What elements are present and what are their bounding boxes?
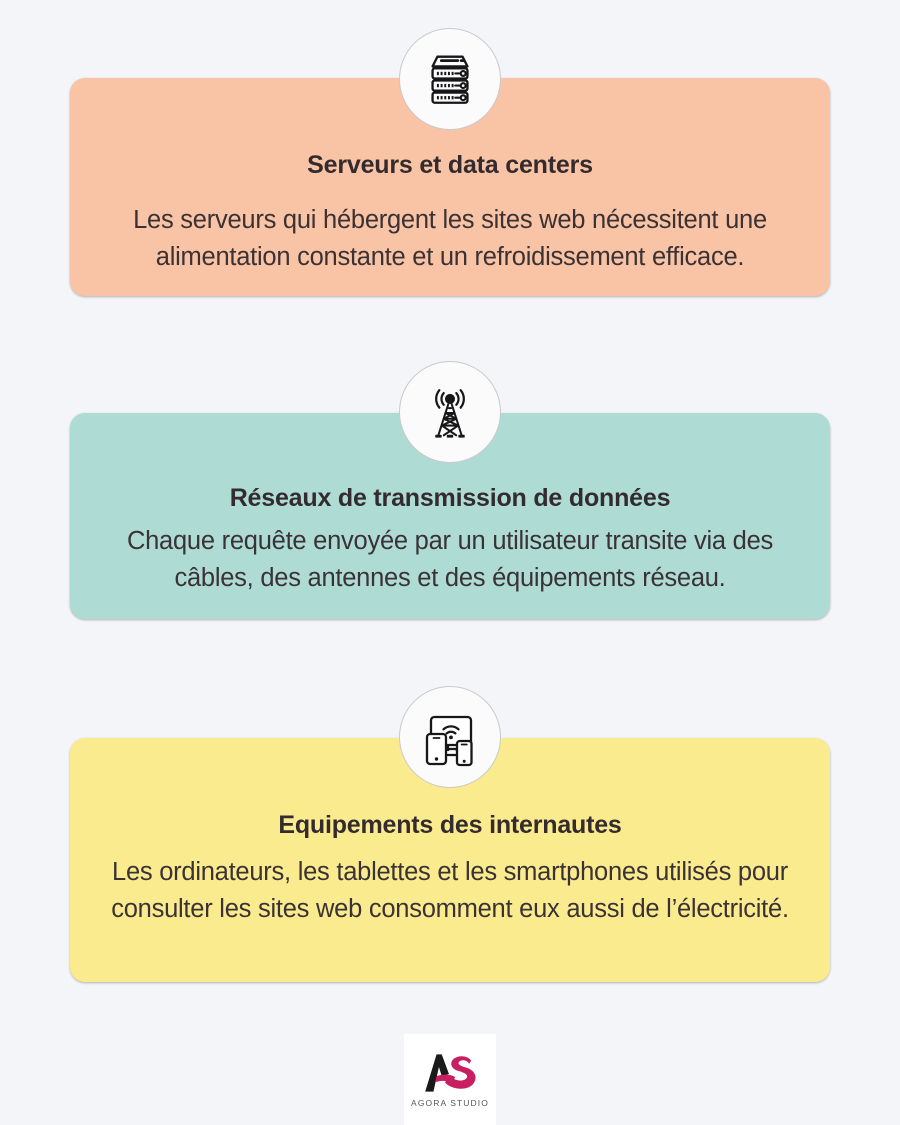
card-title: Serveurs et data centers <box>307 151 593 179</box>
logo-wordmark: AGORA STUDIO <box>411 1098 489 1108</box>
card-title: Réseaux de transmission de données <box>229 484 671 512</box>
card-body: Les ordinateurs, les tablettes et les smartphones utilisés pour consulter les sites web consomment eux aussi de l’électricité. <box>111 858 789 923</box>
agora-studio-logo <box>404 1034 496 1125</box>
as-monogram-icon <box>419 1051 481 1095</box>
card-title: Equipements des internautes <box>278 811 622 839</box>
radio-tower-icon <box>399 361 501 463</box>
devices-wifi-icon <box>399 686 501 788</box>
server-rack-icon <box>399 28 501 130</box>
card-body: Chaque requête envoyée par un utilisateur transite via des câbles, des antennes et des équipements réseau. <box>126 527 774 592</box>
card-body: Les serveurs qui hébergent les sites web nécessitent une alimentation constante et un refroidissement efficace. <box>133 206 767 271</box>
